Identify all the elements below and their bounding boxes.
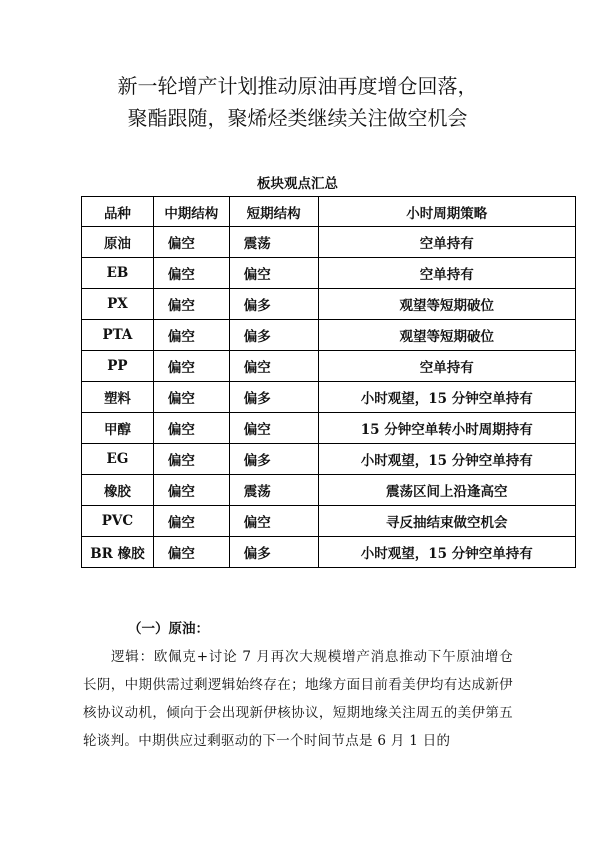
- cell-mid-term: 偏空: [153, 351, 229, 382]
- table-row: [82, 444, 576, 475]
- cell-mid-term: 偏空: [153, 258, 229, 289]
- cell-strategy: 观望等短期破位: [318, 320, 575, 351]
- cell-strategy: 小时观望，15 分钟空单持有: [318, 382, 575, 413]
- document-title-line-1: 新一轮增产计划推动原油再度增仓回落，: [117, 74, 478, 98]
- cell-variety: 塑料: [82, 382, 154, 413]
- table-row: [82, 382, 576, 413]
- cell-strategy: 空单持有: [318, 351, 575, 382]
- cell-mid-term: 偏空: [153, 227, 229, 258]
- table-row: [82, 351, 576, 382]
- cell-short-term: 偏空: [229, 258, 318, 289]
- cell-variety: PX: [82, 289, 154, 320]
- cell-mid-term: 偏空: [153, 444, 229, 475]
- table-row: [82, 506, 576, 537]
- cell-mid-term: 偏空: [153, 475, 229, 506]
- table-title: 板块观点汇总: [257, 176, 338, 192]
- cell-short-term: 偏多: [229, 320, 318, 351]
- cell-short-term: 偏空: [229, 506, 318, 537]
- cell-short-term: 偏多: [229, 382, 318, 413]
- body-paragraph: 逻辑：欧佩克+讨论 7 月再次大规模增产消息推动下午原油增仓长阴，中期供需过剩逻辑始终存在；地缘方面目前看美伊均有达成新伊核协议动机，倾向于会出现新伊核协议，短期地缘关注周五的美伊第五轮谈判。中期供应过剩驱动的下一个时间节点是 6 月 1 日的: [83, 649, 513, 749]
- cell-mid-term: 偏空: [153, 320, 229, 351]
- cell-variety: EB: [82, 258, 154, 289]
- header-short-term: 短期结构: [229, 197, 318, 227]
- cell-short-term: 偏空: [229, 351, 318, 382]
- cell-short-term: 震荡: [229, 227, 318, 258]
- table-row: [82, 413, 576, 444]
- cell-mid-term: 偏空: [153, 537, 229, 568]
- cell-variety: PP: [82, 351, 154, 382]
- cell-strategy: 寻反抽结束做空机会: [318, 506, 575, 537]
- header-variety: 品种: [82, 197, 154, 227]
- table-header-row: [82, 197, 576, 227]
- cell-short-term: 震荡: [229, 475, 318, 506]
- cell-short-term: 偏多: [229, 289, 318, 320]
- table-row: [82, 475, 576, 506]
- cell-mid-term: 偏空: [153, 382, 229, 413]
- cell-strategy: 15 分钟空单转小时周期持有: [318, 413, 575, 444]
- cell-short-term: 偏空: [229, 413, 318, 444]
- cell-variety: 甲醇: [82, 413, 154, 444]
- cell-variety: BR 橡胶: [82, 537, 154, 568]
- cell-strategy: 小时观望，15 分钟空单持有: [318, 444, 575, 475]
- table-row: [82, 537, 576, 568]
- cell-mid-term: 偏空: [153, 506, 229, 537]
- table-row: [82, 258, 576, 289]
- cell-strategy: 空单持有: [318, 258, 575, 289]
- section-heading-crude-oil: （一）原油：: [128, 621, 209, 637]
- sector-summary-table: [81, 196, 576, 568]
- cell-variety: 原油: [82, 227, 154, 258]
- cell-mid-term: 偏空: [153, 413, 229, 444]
- header-mid-term: 中期结构: [153, 197, 229, 227]
- cell-strategy: 小时观望，15 分钟空单持有: [318, 537, 575, 568]
- table-row: [82, 227, 576, 258]
- table-row: [82, 289, 576, 320]
- header-hourly-strategy: 小时周期策略: [318, 197, 575, 227]
- cell-variety: PVC: [82, 506, 154, 537]
- cell-short-term: 偏多: [229, 444, 318, 475]
- document-title-line-2: 聚酯跟随，聚烯烃类继续关注做空机会: [127, 106, 468, 130]
- table-row: [82, 320, 576, 351]
- cell-short-term: 偏多: [229, 537, 318, 568]
- cell-strategy: 震荡区间上沿逢高空: [318, 475, 575, 506]
- cell-variety: 橡胶: [82, 475, 154, 506]
- cell-strategy: 观望等短期破位: [318, 289, 575, 320]
- cell-mid-term: 偏空: [153, 289, 229, 320]
- cell-variety: EG: [82, 444, 154, 475]
- cell-variety: PTA: [82, 320, 154, 351]
- cell-strategy: 空单持有: [318, 227, 575, 258]
